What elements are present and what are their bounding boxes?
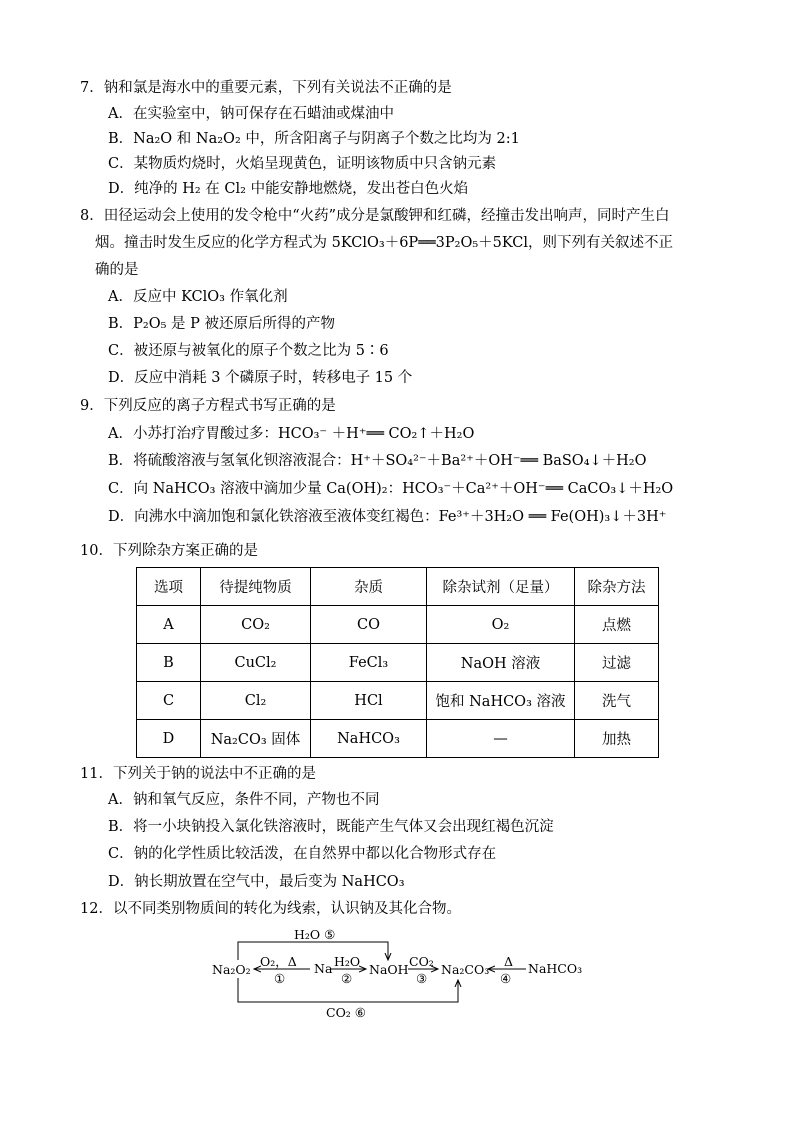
arrow-3-number: ③ xyxy=(416,971,428,986)
table-header-cell: 除杂试剂（足量） xyxy=(427,568,575,606)
q8-option-b: B．P₂O₅ 是 P 被还原后所得的产物 xyxy=(108,316,336,332)
q11-option-b: B．将一小块钠投入氯化铁溶液时，既能产生气体又会出现红褐色沉淀 xyxy=(108,819,554,835)
table-cell: — xyxy=(427,720,575,758)
q7-option-c: C．某物质灼烧时，火焰呈现黄色，证明该物质中只含钠元素 xyxy=(108,156,497,172)
q9-option-a: A．小苏打治疗胃酸过多：HCO₃⁻ ＋H⁺══ CO₂↑＋H₂O xyxy=(108,426,475,442)
table-row xyxy=(137,720,659,758)
q8-option-c: C．被还原与被氧化的原子个数之比为 5∶6 xyxy=(108,343,389,359)
question-10-stem: 10．下列除杂方案正确的是 xyxy=(80,543,258,559)
table-cell: B xyxy=(137,644,201,682)
table-cell: 饱和 NaHCO₃ 溶液 xyxy=(427,682,575,720)
table-cell: 过滤 xyxy=(575,644,659,682)
q8-option-a: A．反应中 KClO₃ 作氧化剂 xyxy=(108,289,288,305)
arrow-1-reagent: O₂，Δ xyxy=(260,954,297,969)
q9-option-c: C．向 NaHCO₃ 溶液中滴加少量 Ca(OH)₂：HCO₃⁻＋Ca²⁺＋OH⁻══ CaCO₃↓＋H₂O xyxy=(108,481,674,497)
table-cell: HCl xyxy=(311,682,427,720)
q9-option-d: D．向沸水中滴加饱和氯化铁溶液至液体变红褐色：Fe³⁺＋3H₂O ══ Fe(OH)₃↓＋3H⁺ xyxy=(108,509,667,525)
arrow-2-number: ② xyxy=(341,971,353,986)
arrow-6-label: CO₂ ⑥ xyxy=(326,1005,367,1020)
q11-option-a: A．钠和氧气反应，条件不同，产物也不同 xyxy=(108,792,380,808)
q7-option-a: A．在实验室中，钠可保存在石蜡油或煤油中 xyxy=(108,106,394,122)
table-cell: 点燃 xyxy=(575,606,659,644)
table-cell: Cl₂ xyxy=(201,682,311,720)
question-7-stem: 7．钠和氯是海水中的重要元素，下列有关说法不正确的是 xyxy=(80,80,452,96)
table-cell: CO₂ xyxy=(201,606,311,644)
arrow-5-label: H₂O ⑤ xyxy=(294,927,336,942)
arrow-1-number: ① xyxy=(274,971,286,986)
q11-option-d: D．钠长期放置在空气中，最后变为 NaHCO₃ xyxy=(108,874,405,890)
question-8-stem-line-2: 烟。撞击时发生反应的化学方程式为 5KClO₃＋6P══3P₂O₅＋5KCl，则下列有关叙述不正 xyxy=(95,235,674,251)
table-cell: CO xyxy=(311,606,427,644)
question-11-stem: 11．下列关于钠的说法中不正确的是 xyxy=(80,766,316,782)
table-header-cell: 除杂方法 xyxy=(575,568,659,606)
table-cell: O₂ xyxy=(427,606,575,644)
question-12-stem: 12．以不同类别物质间的转化为线索，认识钠及其化合物。 xyxy=(80,901,461,917)
table-cell: CuCl₂ xyxy=(201,644,311,682)
table-cell: NaHCO₃ xyxy=(311,720,427,758)
node-na: Na xyxy=(314,961,333,976)
table-cell: 洗气 xyxy=(575,682,659,720)
table-header-cell: 选项 xyxy=(137,568,201,606)
table-header-row xyxy=(137,568,659,606)
arrow-3-reagent: CO₂ xyxy=(409,954,434,969)
table-cell: C xyxy=(137,682,201,720)
node-na2o2: Na₂O₂ xyxy=(212,962,251,977)
question-8-stem-line-3: 确的是 xyxy=(95,262,139,278)
q9-option-b: B．将硫酸溶液与氢氧化钡溶液混合：H⁺＋SO₄²⁻＋Ba²⁺＋OH⁻══ BaSO₄↓＋H₂O xyxy=(108,453,647,469)
table-cell: Na₂CO₃ 固体 xyxy=(201,720,311,758)
table-header-cell: 杂质 xyxy=(311,568,427,606)
sodium-conversion-diagram xyxy=(210,922,590,1032)
table-cell: D xyxy=(137,720,201,758)
table-row xyxy=(137,644,659,682)
arrow-4-reagent: Δ xyxy=(504,954,514,969)
table-row xyxy=(137,606,659,644)
table-cell: 加热 xyxy=(575,720,659,758)
question-8-stem: 8．田径运动会上使用的发令枪中“火药”成分是氯酸钾和红磷，经撞击发出响声，同时产生白 xyxy=(80,208,670,224)
table-header-cell: 待提纯物质 xyxy=(201,568,311,606)
question-9-stem: 9．下列反应的离子方程式书写正确的是 xyxy=(80,398,336,414)
table-cell: A xyxy=(137,606,201,644)
table-cell: NaOH 溶液 xyxy=(427,644,575,682)
node-naoh: NaOH xyxy=(369,962,409,977)
purification-table xyxy=(136,567,659,758)
q8-option-d: D．反应中消耗 3 个磷原子时，转移电子 15 个 xyxy=(108,370,413,386)
node-na2co3: Na₂CO₃ xyxy=(441,962,490,977)
arrow-4-number: ④ xyxy=(500,971,512,986)
node-nahco3: NaHCO₃ xyxy=(528,961,583,976)
table-row xyxy=(137,682,659,720)
arrow-2-reagent: H₂O xyxy=(334,954,361,969)
diagram-arrows xyxy=(210,922,590,1032)
q7-option-b: B．Na₂O 和 Na₂O₂ 中，所含阳离子与阴离子个数之比均为 2:1 xyxy=(108,131,520,147)
table-cell: FeCl₃ xyxy=(311,644,427,682)
q11-option-c: C．钠的化学性质比较活泼，在自然界中都以化合物形式存在 xyxy=(108,846,497,862)
q7-option-d: D．纯净的 H₂ 在 Cl₂ 中能安静地燃烧，发出苍白色火焰 xyxy=(108,181,469,197)
